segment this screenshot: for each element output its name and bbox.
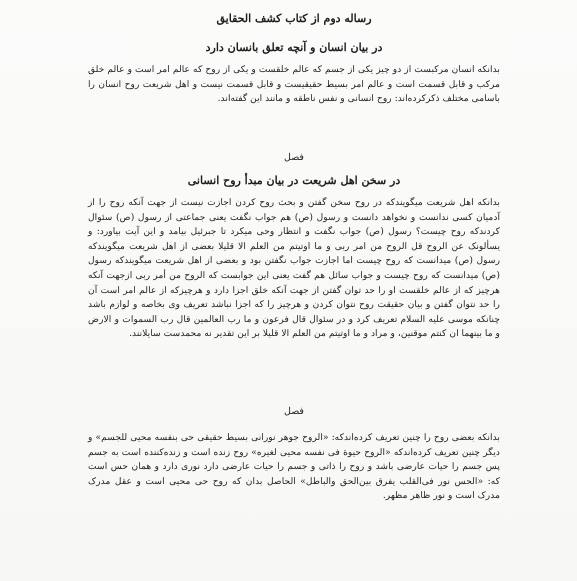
document-title: رساله دوم از کتاب کشف الحقایق [216, 12, 372, 25]
section-heading-1: در سخن اهل شریعت در بیان مبدأ روح انسانی [187, 174, 401, 187]
section-label-2: فصل [284, 406, 304, 417]
section2-paragraph [88, 431, 500, 504]
section1-paragraph [88, 196, 500, 342]
intro-text: بدانکه انسان مرکبست از دو چیز یکی از جسم که عالم خلقست و یکی از روح که عالم امر است و عالم خلق مرکب و قابل قسمت است و عالم امر بسیط حقیقیست و قابل قسمت نیست و اهل شریعت روح انسان را باسامی مختلف ذکرکرده‌اند: روح انسانی و نفس ناطقه و مانند این گفته‌اند. [88, 64, 500, 105]
document-subtitle: در بیان انسان و آنچه تعلق بانسان دارد [205, 41, 383, 54]
section-label-1: فصل [284, 152, 304, 163]
section2-text: بدانکه بعضی روح را چنین تعریف کرده‌اندکه: «الروح جوهر نورانی بسیط حقیقی حی بنفسه محیی للجسم» و دیگر چنین تعریف کرده‌اندکه «الروح حیوة فی نفسه محیی لغیره» روح زنده است و زنده‌کننده است به جسم پس جسم را حیات عارضی باشد و روح را ذاتی و جسم را حیات عارضی دارد نوری دارد و همان حس است که: «الحس نور فی‌القلب یفرق بین‌الحق والباطل» الحاصل بدان که روح حی محیی است و عقل مدرک مدرک است و نور ظاهر مظهر. [88, 432, 500, 502]
section1-text: بدانکه اهل شریعت میگویندکه در روح سخن گفتن و بحث روح کردن اجازت نیست از جهت آنکه روح را از آدمیان کسی ندانست و نخواهد دانست و رسول (ص) هم جواب نگفت یعنی جماعتی از رسول (ص) سئوال کردندکه روح چیست؟ رسول (ص) جواب نگفت و انتظار وحی میکرد تا جبرئیل بیامد و این آیت بیاورد: و یسألونک عن الروح قل الروح من امر ربی و ما اوتیتم من العلم الا قلیلا بعضی از اهل شریعت میگویندکه رسول (ص) میدانست که روح چیست اما اجازت جواب نگفتن بود و بعضی از اهل شریعت میگویندکه رسول (ص) میدانست که روح چیست و جواب سائل هم گفت یعنی این جوابست که الروح من أمر ربی ازجهت آنکه هرچیز که از عالم خلقست او را حد توان گفتن از جهت آنکه خلق اجزا دارد و هرچیزکه از عالم امر است آن را حد نتوان گفتن و بیان حقیقت روح نتوان کردن و هرچیز را که اجزا نباشد تعریف وی بخاصه و لوازم باشد چنانکه موسی علیه السلام تعریف کرد و در سئوال قال فرعون و ما رب العالمین قال رب السموات و الارض و ما بینهما ان کنتم موقنین، و مراد و ما اوتیتم من العلم الا قلیلا بر این تقدیر نه محمدست سایلانند. [88, 197, 500, 340]
intro-paragraph [88, 63, 500, 107]
